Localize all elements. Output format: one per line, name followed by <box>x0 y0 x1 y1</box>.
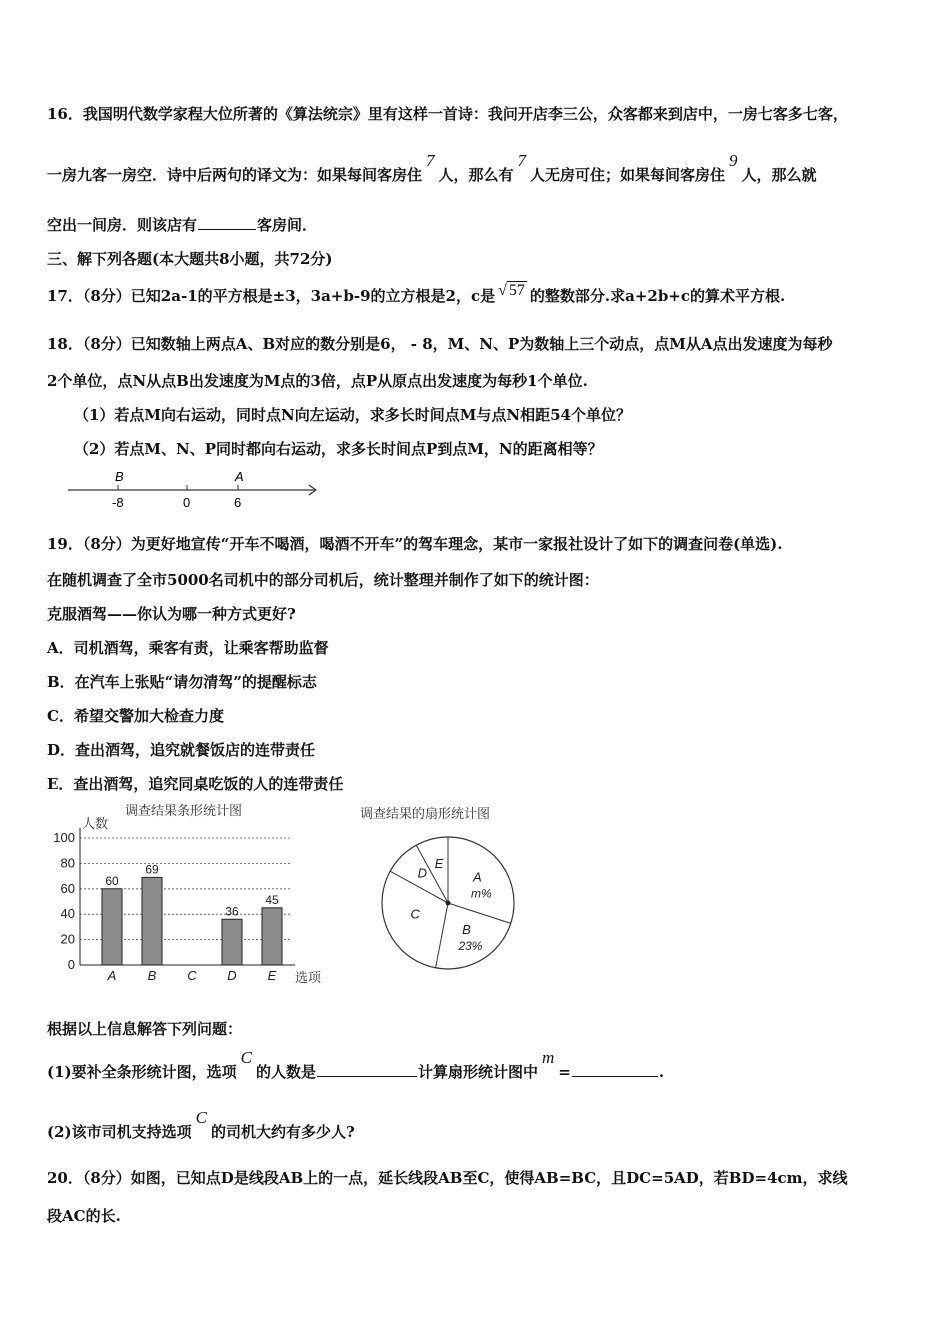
pie-annotation-B: 23% <box>458 939 483 954</box>
q16-text-b: 人，那么有 <box>438 166 514 184</box>
q16-num-9: 9 <box>729 151 738 170</box>
q16-text-e: 空出一间房．则该店有 <box>47 216 198 234</box>
pie-label-A: A <box>473 869 482 885</box>
y-tick-label: 100 <box>53 830 75 845</box>
y-tick-label: 80 <box>60 855 75 871</box>
bar-value-label: 60 <box>105 873 119 888</box>
q19-option-d: D．查出酒驾，追究就餐饭店的连带责任 <box>47 741 316 759</box>
q16-line1: 16．我国明代数学家程大位所著的《算法统宗》里有这样一首诗：我问开店李三公，众客都来到店中，一房七客多七客， <box>47 105 848 123</box>
bar-chart-ylabel: 人数 <box>82 816 109 831</box>
bar-chart <box>40 800 340 990</box>
q16-line2 <box>47 151 817 185</box>
q19-option-b: B．在汽车上张贴“请勿清驾”的提醒标志 <box>47 673 317 691</box>
pie-center-dot <box>446 901 451 906</box>
var-c-2: C <box>195 1108 207 1127</box>
bar-value-label: 45 <box>265 892 279 907</box>
number-line-figure <box>60 464 330 514</box>
bar-B <box>142 877 162 965</box>
q19-p1-text-b: 的人数是 <box>255 1063 316 1081</box>
q20-line1: 20．（8分）如图，已知点D是线段AB上的一点，延长线段AB至C，使得AB=BC，且DC=5AD，若BD=4cm，求线 <box>47 1169 848 1187</box>
c-count-blank[interactable] <box>317 1075 417 1077</box>
q19-line2: 在随机调查了全市5000名司机中的部分司机后，统计整理并制作了如下的统计图： <box>47 571 599 589</box>
q19-option-e: E．查出酒驾，追究同桌吃饭的人的连带责任 <box>47 775 344 793</box>
q17-text-b: 的整数部分.求a+2b+c的算术平方根. <box>529 287 786 305</box>
y-tick-label: 60 <box>60 880 75 896</box>
q19-p1-text-a: (1)要补全条形统计图，选项 <box>47 1063 237 1081</box>
tick-label-o: 0 <box>183 495 191 510</box>
pie-label-D: D <box>417 865 428 881</box>
q16-text-f: 客房间． <box>257 216 318 234</box>
q16-text-a: 一房九客一房空．诗中后两句的译文为：如果每间客房住 <box>47 166 423 184</box>
q19-line1: 19．（8分）为更好地宣传“开车不喝酒，喝酒不开车”的驾车理念，某市一家报社设计了如下的调查问卷(单选). <box>47 535 783 553</box>
q19-p2-text-a: (2)该市司机支持选项 <box>47 1123 192 1141</box>
q19-part1 <box>47 1048 665 1082</box>
bar-chart-title: 调查结果条形统计图 <box>125 803 243 818</box>
sqrt-57: √ 57 <box>498 282 525 299</box>
q19-prompt: 根据以上信息解答下列问题： <box>47 1020 243 1038</box>
q19-option-a: A．司机酒驾，乘客有责，让乘客帮助监督 <box>47 639 329 657</box>
y-tick-label: 20 <box>60 931 75 947</box>
pie-label-E: E <box>434 855 444 871</box>
y-tick-label: 0 <box>67 957 75 972</box>
q17-text-a: 17．（8分）已知2a-1的平方根是±3，3a+b-9的立方根是2，c是 <box>47 287 496 305</box>
var-m: m <box>542 1048 555 1067</box>
q16-line3 <box>47 214 317 235</box>
x-tick-label: B <box>147 968 157 983</box>
point-a-label: A <box>235 469 244 484</box>
tick-label-a: 6 <box>234 495 242 510</box>
q18-line1: 18．（8分）已知数轴上两点A、B对应的数分别是6， - 8，M、N、P为数轴上三个动点，点M从A点出发速度为每秒 <box>47 335 833 353</box>
q16-text-d: 人，那么就 <box>741 166 817 184</box>
bar-D <box>222 919 242 965</box>
q19-question: 克服酒驾——你认为哪一种方式更好? <box>47 605 296 623</box>
tick-label-b: -8 <box>112 495 124 510</box>
point-b-label: B <box>115 469 124 484</box>
pie-chart-title: 调查结果的扇形统计图 <box>360 806 491 821</box>
x-tick-label: C <box>187 968 197 983</box>
q17-line <box>47 282 786 306</box>
q19-option-c: C．希望交警加大检查力度 <box>47 707 224 725</box>
q16-num-7a: 7 <box>426 151 435 170</box>
q19-p1-eq: = <box>558 1063 571 1081</box>
pie-label-B: B <box>462 922 471 938</box>
q16-num-7b: 7 <box>517 151 527 170</box>
var-c: C <box>240 1048 252 1067</box>
bar-value-label: 36 <box>225 904 239 919</box>
q19-p2-text-b: 的司机大约有多少人? <box>210 1123 355 1141</box>
pie-label-C: C <box>410 906 420 922</box>
m-value-blank[interactable] <box>572 1075 658 1077</box>
section3-heading: 三、解下列各题(本大题共8小题，共72分) <box>47 250 333 268</box>
bar-E <box>262 908 282 965</box>
bar-A <box>102 889 122 965</box>
x-tick-label: A <box>107 968 117 983</box>
q16-text-c: 人无房可住；如果每间客房住 <box>530 166 726 184</box>
y-tick-label: 40 <box>60 906 75 922</box>
q16-answer-blank[interactable] <box>198 228 256 230</box>
x-tick-label: E <box>267 968 277 983</box>
q19-part2 <box>47 1108 355 1142</box>
q19-p1-period: . <box>658 1063 665 1081</box>
pie-annotation-A: m% <box>471 886 492 901</box>
sqrt-radicand: 57 <box>508 282 525 299</box>
q20-line2: 段AC的长. <box>47 1207 121 1225</box>
q18-sub1: （1）若点M向右运动，同时点N向左运动，求多长时间点M与点N相距54个单位？ <box>74 406 631 424</box>
x-tick-label: D <box>227 968 237 983</box>
pie-chart <box>355 800 555 980</box>
q18-line2: 2个单位，点N从点B出发速度为M点的3倍，点P从原点出发速度为每秒1个单位. <box>47 372 588 390</box>
bar-chart-xlabel: 选项 <box>295 970 322 985</box>
bar-value-label: 69 <box>145 862 159 877</box>
q18-sub2: （2）若点M、N、P同时都向右运动，求多长时间点P到点M，N的距离相等？ <box>74 440 603 458</box>
q19-p1-text-c: 计算扇形统计图中 <box>418 1063 539 1081</box>
